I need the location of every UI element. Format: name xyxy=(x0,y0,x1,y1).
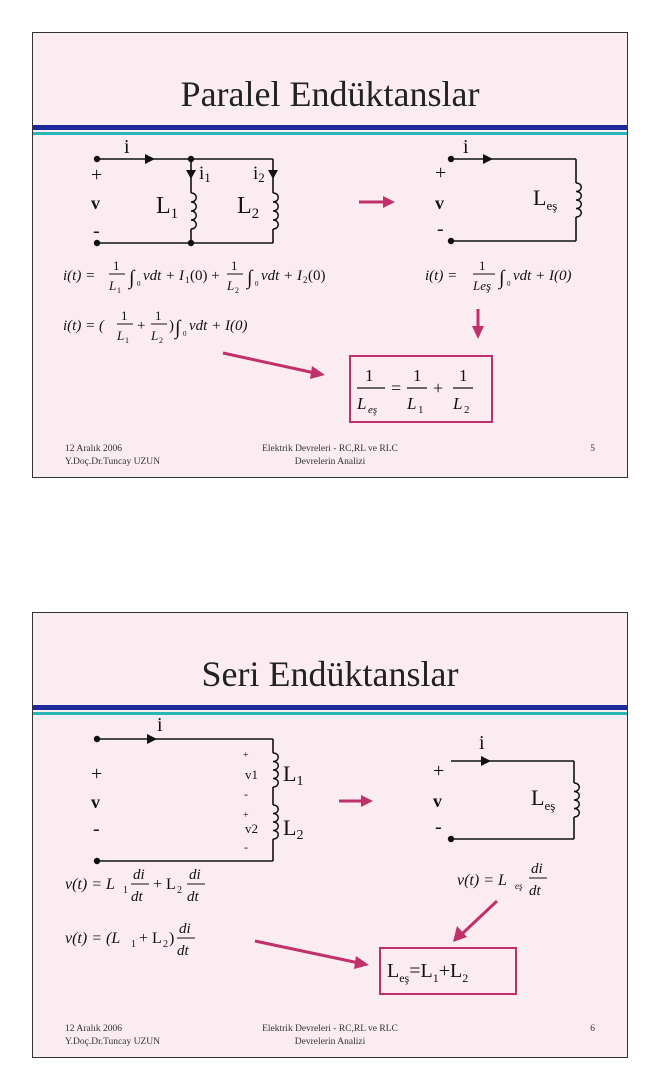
current-label-i2: i2 xyxy=(253,163,265,185)
minus-sign-equivalent: - xyxy=(437,218,444,240)
svg-text:+ L: + L xyxy=(139,930,162,947)
voltage-label-v: v xyxy=(91,792,100,812)
svg-text:dt: dt xyxy=(131,889,143,905)
footer-page-number: 6 xyxy=(590,1024,595,1034)
minus-sign-equivalent: - xyxy=(435,816,442,838)
svg-text:v(t) = L: v(t) = L xyxy=(65,876,115,893)
svg-text:1: 1 xyxy=(479,258,486,273)
v2-plus-sign: + xyxy=(243,810,249,821)
svg-text:eş: eş xyxy=(515,881,523,891)
svg-text:i(t) =: i(t) = xyxy=(63,268,96,284)
voltage-label-v2: v2 xyxy=(245,821,258,836)
plus-sign: + xyxy=(91,164,103,186)
inductor-label-l1: L1 xyxy=(283,761,304,789)
svg-text:L: L xyxy=(151,328,159,343)
current-label-i: i xyxy=(124,136,130,158)
inductor-label-l1: $L_1$ xyxy=(156,193,179,222)
footer-course: Elektrik Devreleri - RC,RL ve RLC xyxy=(262,1024,398,1034)
svg-text:i(t) = (: i(t) = ( xyxy=(63,318,104,334)
slide-parallel-inductors xyxy=(32,32,628,478)
svg-text:1: 1 xyxy=(155,308,162,323)
equation-equivalent xyxy=(425,258,571,293)
svg-text:2: 2 xyxy=(163,939,168,950)
series-circuit-diagram xyxy=(33,613,629,1059)
footer-course-sub: Devrelerin Analizi xyxy=(294,1037,366,1047)
footer-author: Y.Doç.Dr.Tuncay UZUN xyxy=(65,457,160,467)
svg-text:): ) xyxy=(169,930,175,947)
svg-text:L: L xyxy=(453,394,463,413)
svg-text:1: 1 xyxy=(365,366,374,385)
svg-text:L: L xyxy=(227,278,235,293)
svg-text:1: 1 xyxy=(185,275,190,285)
svg-text:L: L xyxy=(109,278,117,293)
svg-text:dt: dt xyxy=(187,889,199,905)
result-equation xyxy=(381,949,515,993)
svg-text:1: 1 xyxy=(418,404,424,416)
svg-text:1: 1 xyxy=(459,366,468,385)
equation-series-combined xyxy=(65,921,195,959)
inductor-label-leq: $L_{eş}$ xyxy=(533,185,558,213)
svg-text:v(t) = (L: v(t) = (L xyxy=(65,930,121,947)
svg-text:vdt + I: vdt + I xyxy=(261,268,302,284)
svg-text:vdt + I(0): vdt + I(0) xyxy=(513,268,572,284)
svg-text:L: L xyxy=(117,328,125,343)
svg-text:di: di xyxy=(531,861,543,877)
svg-text:di: di xyxy=(133,867,145,883)
equation-parallel-sum xyxy=(63,258,326,295)
footer-date: 12 Aralık 2006 xyxy=(65,1024,122,1034)
svg-text:∫: ∫ xyxy=(499,267,505,289)
footer-author: Y.Doç.Dr.Tuncay UZUN xyxy=(65,1037,160,1047)
svg-text:Leş=L1+L2: $L_{eş}=L_1+L_2$ xyxy=(387,960,469,985)
voltage-label-v-equivalent: v xyxy=(435,193,444,213)
svg-text:vdt + I(0): vdt + I(0) xyxy=(189,318,248,334)
current-label-i: i xyxy=(157,714,163,736)
footer-page-number: 5 xyxy=(590,444,595,454)
svg-text:+: + xyxy=(433,378,444,398)
slide-series-inductors xyxy=(32,612,628,1058)
minus-sign: - xyxy=(93,818,100,840)
svg-text:1: 1 xyxy=(117,286,121,295)
equation-series-sum xyxy=(65,867,205,905)
svg-text:di: di xyxy=(189,867,201,883)
svg-text:2: 2 xyxy=(235,286,239,295)
svg-text:0: 0 xyxy=(255,280,259,288)
svg-text:vdt + I: vdt + I xyxy=(143,268,184,284)
svg-text:1: 1 xyxy=(413,366,422,385)
plus-sign-equivalent: + xyxy=(435,162,447,184)
equation-parallel-combined xyxy=(63,308,247,345)
current-label-i-equivalent: i xyxy=(479,732,485,754)
svg-text:0: 0 xyxy=(183,330,187,338)
svg-text:1: 1 xyxy=(131,939,136,950)
svg-text:=: = xyxy=(391,378,402,398)
voltage-label-v-equivalent: v xyxy=(433,791,442,811)
minus-sign: - xyxy=(93,220,100,242)
result-equation-box xyxy=(379,947,517,995)
svg-text:L: L xyxy=(357,394,367,413)
plus-sign: + xyxy=(91,763,103,785)
circuit-nodes xyxy=(94,156,454,246)
svg-text:∫: ∫ xyxy=(247,267,253,289)
svg-text:1: 1 xyxy=(123,885,128,896)
footer-center xyxy=(33,443,627,469)
svg-text:∫: ∫ xyxy=(129,267,135,289)
svg-text:eş: eş xyxy=(368,404,378,416)
v1-plus-sign: + xyxy=(243,750,249,761)
v1-minus-sign: - xyxy=(244,787,248,801)
svg-text:): ) xyxy=(169,318,174,334)
svg-text:(0) +: (0) + xyxy=(190,268,220,284)
circuit-nodes xyxy=(94,736,454,864)
voltage-label-v1: v1 xyxy=(245,767,258,782)
transform-arrows xyxy=(223,196,484,379)
voltage-label-v: v xyxy=(91,193,100,213)
svg-text:0: 0 xyxy=(507,280,511,288)
v2-minus-sign: - xyxy=(244,840,248,854)
svg-text:2: 2 xyxy=(303,275,308,285)
footer-date: 12 Aralık 2006 xyxy=(65,444,122,454)
svg-text:1: 1 xyxy=(113,258,120,273)
footer-course: Elektrik Devreleri - RC,RL ve RLC xyxy=(262,444,398,454)
inductor-label-l2: $L_2$ xyxy=(237,193,260,222)
svg-text:dt: dt xyxy=(529,883,541,899)
slide-title: Paralel Endüktanslar xyxy=(180,74,480,114)
svg-text:2: 2 xyxy=(177,885,182,896)
svg-text:v(t) = L: v(t) = L xyxy=(457,872,507,889)
svg-text:1: 1 xyxy=(231,258,238,273)
current-label-i-equivalent: i xyxy=(463,136,469,158)
slide-title: Seri Endüktanslar xyxy=(201,654,459,694)
svg-text:+: + xyxy=(137,318,146,334)
svg-text:1: 1 xyxy=(125,336,129,345)
plus-sign-equivalent: + xyxy=(433,760,445,782)
svg-text:i(t) =: i(t) = xyxy=(425,268,458,284)
svg-text:dt: dt xyxy=(177,943,189,959)
svg-text:∫: ∫ xyxy=(175,317,181,339)
svg-text:0: 0 xyxy=(137,280,141,288)
svg-text:L: L xyxy=(407,394,417,413)
footer-center xyxy=(33,1023,627,1049)
inductor-label-leq: $L_{eş}$ xyxy=(531,785,556,813)
svg-text:di: di xyxy=(179,921,191,937)
svg-text:2: 2 xyxy=(159,336,163,345)
footer-course-sub: Devrelerin Analizi xyxy=(294,457,366,467)
current-label-i1: i1 xyxy=(199,163,211,185)
inductor-label-l2: L2 xyxy=(283,815,304,843)
svg-text:Leş: Leş xyxy=(473,278,492,293)
parallel-circuit-diagram xyxy=(33,33,629,479)
result-equation-box xyxy=(349,355,493,423)
svg-text:(0): (0) xyxy=(308,268,326,284)
result-equation xyxy=(351,357,491,421)
svg-text:2: 2 xyxy=(464,404,470,416)
svg-text:1: 1 xyxy=(121,308,128,323)
equation-equivalent xyxy=(457,861,547,899)
svg-text:+ L: + L xyxy=(153,876,176,893)
